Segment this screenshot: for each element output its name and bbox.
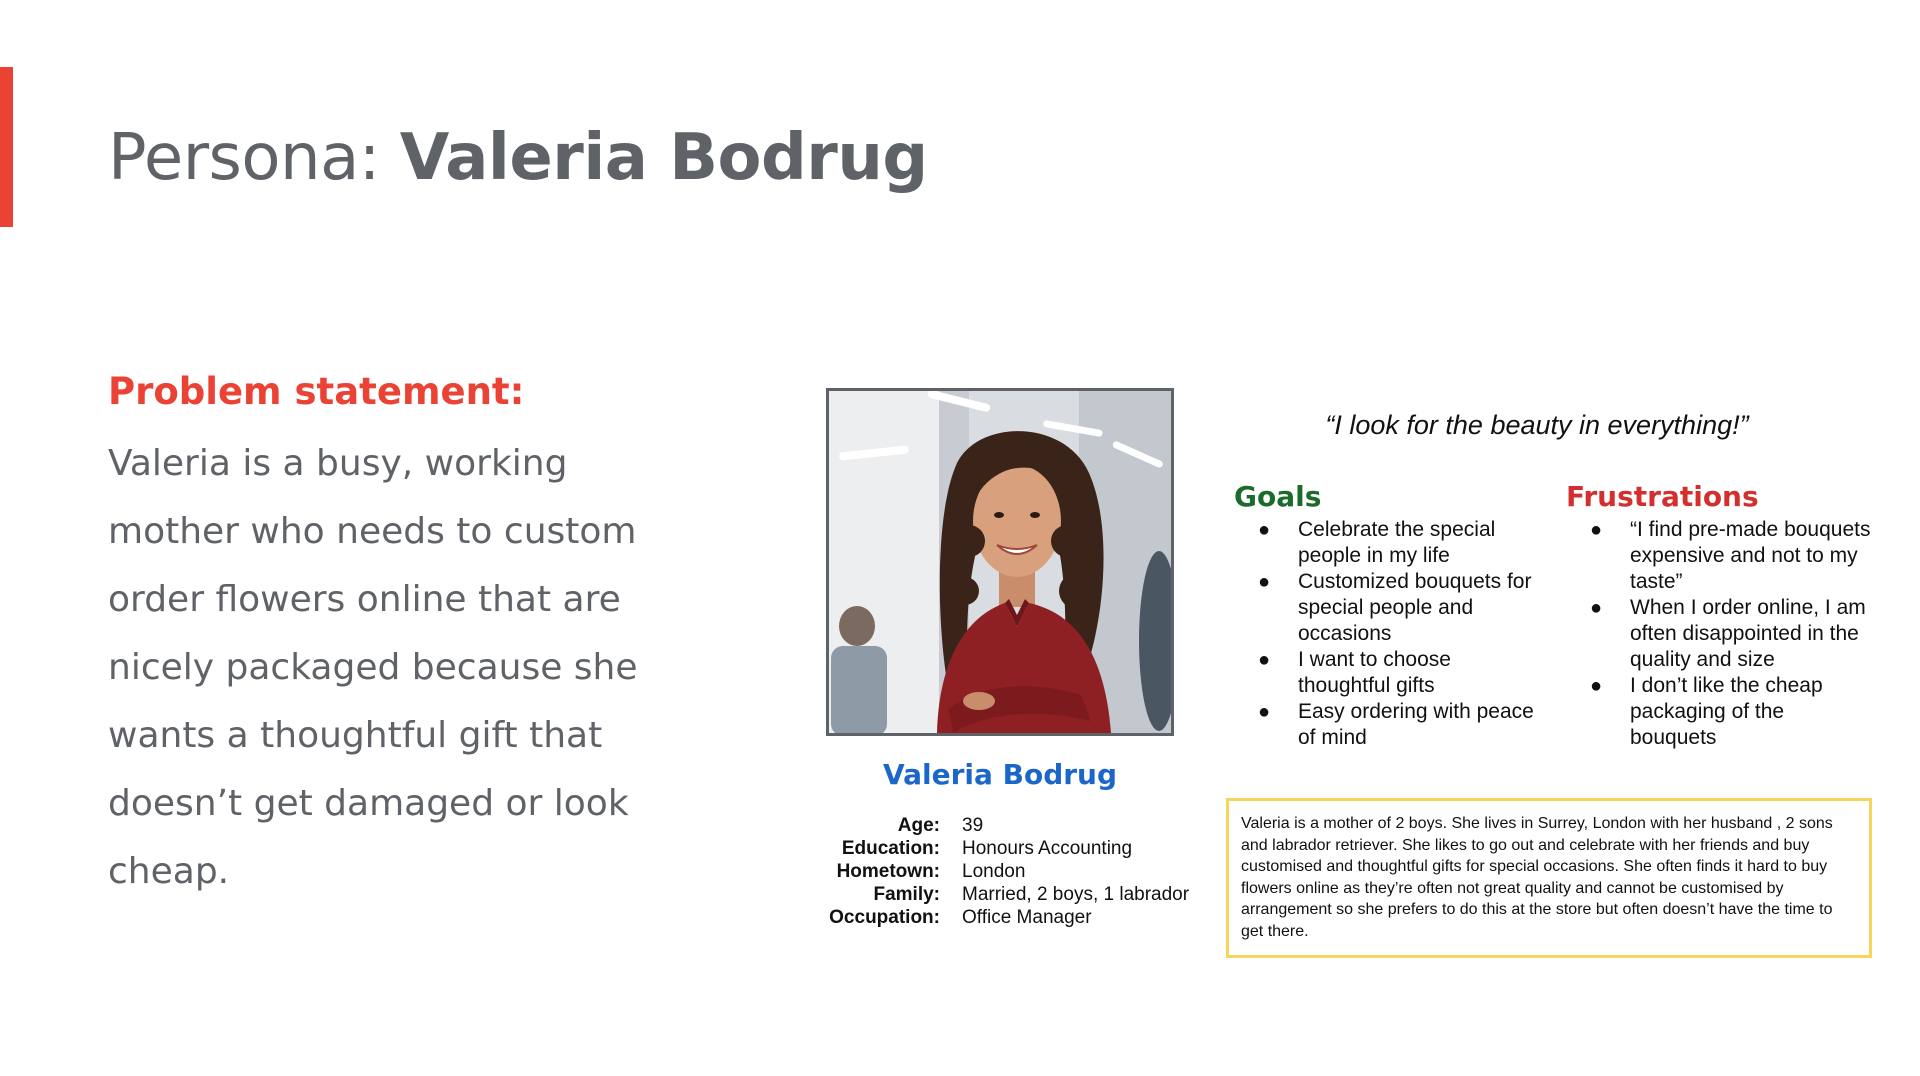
bullet-icon: ●: [1590, 597, 1603, 619]
detail-value: Office Manager: [962, 907, 1092, 928]
frustration-text: “I find pre-made bouquets expensive and not to my taste”: [1630, 518, 1871, 593]
goal-text: Celebrate the special people in my life: [1298, 518, 1496, 567]
detail-label: Family:: [873, 884, 940, 905]
detail-value: London: [962, 861, 1026, 882]
page-title: [108, 120, 928, 197]
detail-row-education: [780, 838, 1189, 861]
bullet-icon: ●: [1258, 649, 1271, 671]
frustration-item: [1572, 517, 1872, 595]
bullet-icon: ●: [1590, 675, 1603, 697]
detail-row-family: [780, 884, 1189, 907]
persona-photo-illustration: [829, 391, 1171, 733]
detail-label: Hometown:: [836, 861, 940, 882]
title-prefix: Persona:: [108, 121, 380, 195]
persona-bio-box: [1226, 798, 1872, 958]
bullet-icon: ●: [1258, 571, 1271, 593]
frustrations-list: [1572, 517, 1872, 751]
goals-list: [1240, 517, 1540, 751]
detail-row-age: [780, 815, 1189, 838]
goal-text: Easy ordering with peace of mind: [1298, 700, 1534, 749]
frustration-text: I don’t like the cheap packaging of the bouquets: [1630, 674, 1823, 749]
goal-text: Customized bouquets for special people and occasions: [1298, 570, 1532, 645]
problem-statement-text: Valeria is a busy, working mother who needs to custom order flowers online that are nicely packaged because she wants a thoughtful gift that doesn’t get damaged or look cheap.: [108, 443, 638, 892]
persona-details-table: [780, 815, 1189, 930]
detail-label: Age:: [897, 815, 940, 836]
title-persona-name: Valeria Bodrug: [399, 121, 928, 195]
frustrations-heading: Frustrations: [1566, 480, 1759, 513]
goal-item: [1240, 699, 1540, 751]
persona-photo: [826, 388, 1174, 736]
detail-value: Married, 2 boys, 1 labrador: [962, 884, 1190, 905]
frustration-item: [1572, 595, 1872, 673]
goal-item: [1240, 517, 1540, 569]
frustration-text: When I order online, I am often disappointed in the quality and size: [1630, 596, 1866, 671]
detail-row-hometown: [780, 861, 1189, 884]
frustration-item: [1572, 673, 1872, 751]
bullet-icon: ●: [1258, 519, 1271, 541]
goal-item: [1240, 569, 1540, 647]
detail-row-occupation: [780, 907, 1189, 930]
problem-statement-heading: Problem statement:: [108, 370, 525, 413]
persona-quote: “I look for the beauty in everything!”: [1325, 410, 1749, 440]
persona-name: Valeria Bodrug: [882, 758, 1118, 791]
detail-value: 39: [962, 815, 984, 836]
goal-item: [1240, 647, 1540, 699]
accent-bar: [0, 67, 13, 227]
persona-bio-text: Valeria is a mother of 2 boys. She lives in Surrey, London with her husband , 2 sons and labrador retriever. She likes to go out and celebrate with her friends and buy customised and thoughtful gifts for special occasions. She often finds it hard to buy flowers online as they’re often not great quality and cannot be customised by arrangement so she prefers to do this at the store but often doesn’t have the time to get there.: [1241, 815, 1833, 940]
bullet-icon: ●: [1258, 701, 1271, 723]
goals-heading: Goals: [1234, 480, 1322, 513]
detail-label: Education:: [841, 838, 940, 859]
bullet-icon: ●: [1590, 519, 1603, 541]
detail-value: Honours Accounting: [962, 838, 1133, 859]
detail-label: Occupation:: [829, 907, 940, 928]
goal-text: I want to choose thoughtful gifts: [1298, 648, 1451, 697]
